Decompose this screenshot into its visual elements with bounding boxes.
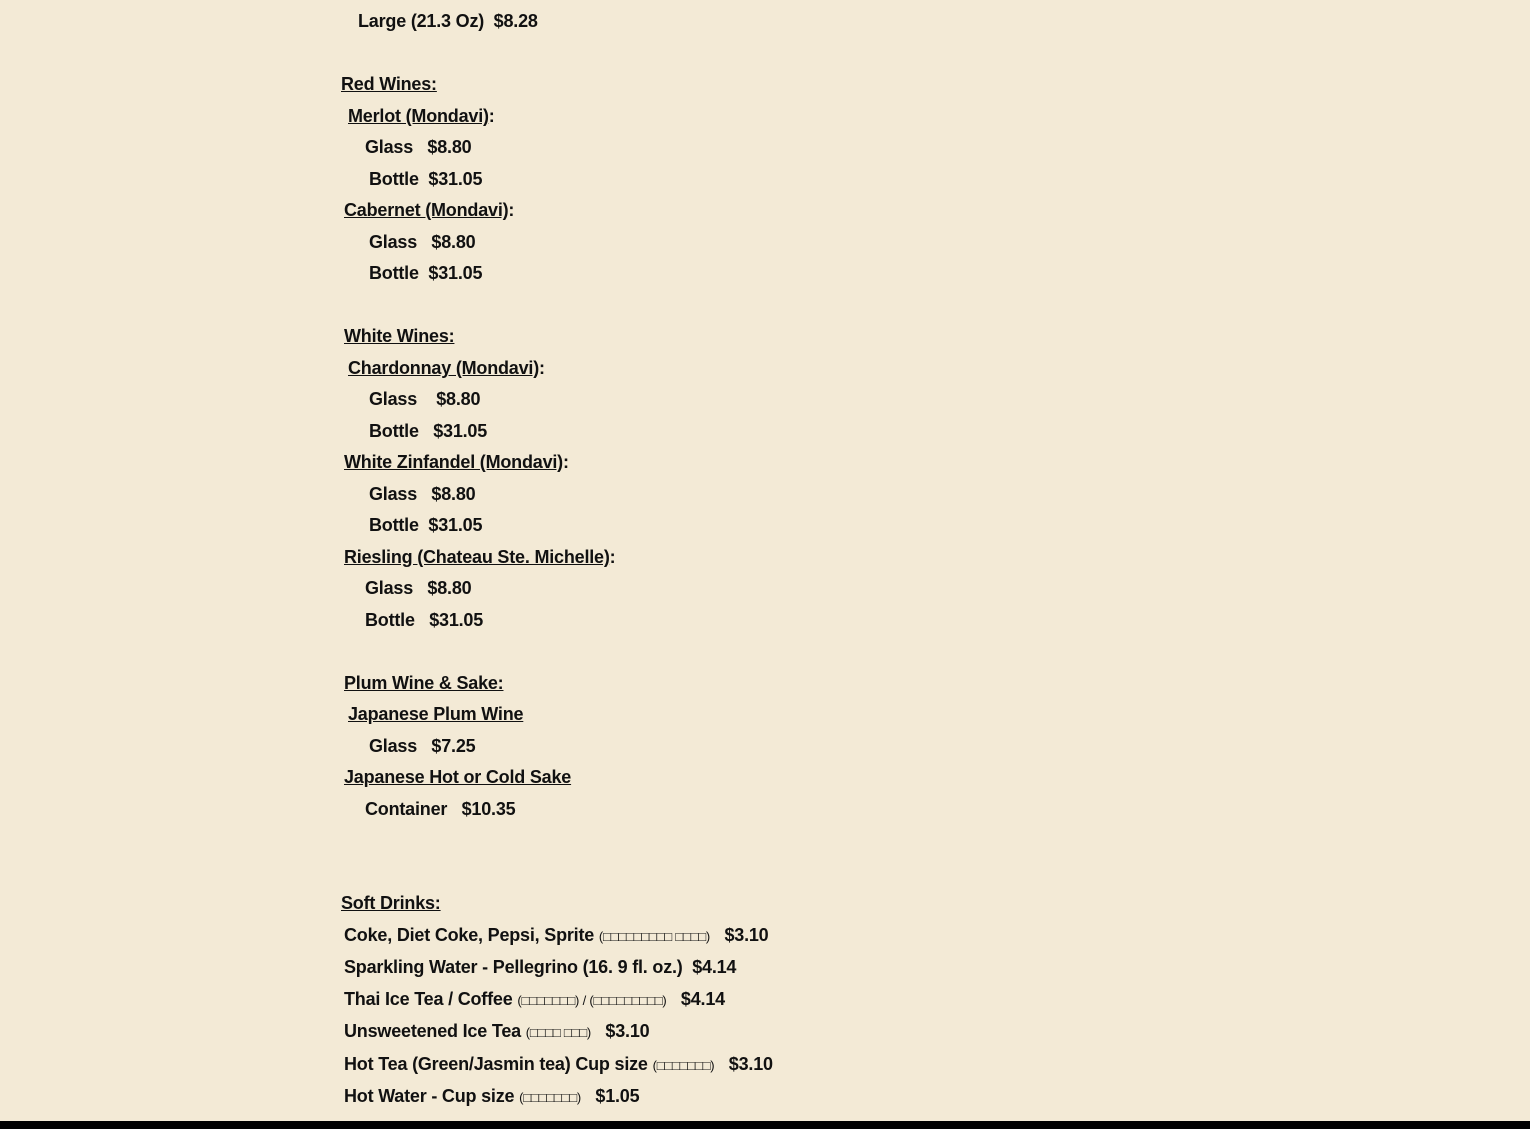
- foreign-text: (□□□□□□□): [519, 1090, 581, 1105]
- cabernet-colon: :: [508, 200, 515, 220]
- sake-title: Japanese Hot or Cold Sake: [344, 767, 572, 787]
- foreign-text: (□□□□□□□) / (□□□□□□□□□): [517, 993, 667, 1008]
- soft-drink-hot-water: [344, 1085, 639, 1109]
- zinfandel-bottle-price: Bottle $31.05: [369, 515, 483, 535]
- soft-drink-sparkling-water: [344, 956, 736, 978]
- soft-drink-price: $3.10: [591, 1021, 650, 1041]
- cabernet-glass-price: Glass $8.80: [369, 232, 476, 252]
- riesling-title: [344, 546, 615, 568]
- plum-wine-title: Japanese Plum Wine: [348, 704, 524, 724]
- riesling-bottle-price: Bottle $31.05: [365, 610, 484, 630]
- soft-drink-hot-tea: [344, 1053, 773, 1077]
- zinfandel-colon: :: [562, 452, 569, 472]
- soft-drink-label: Sparkling Water - Pellegrino (16. 9 fl. oz.) $4.14: [344, 957, 737, 977]
- white-wines-heading: White Wines:: [344, 326, 455, 346]
- zinfandel-glass-price: Glass $8.80: [369, 484, 476, 504]
- chardonnay-title: [348, 357, 545, 379]
- soft-drink-thai-tea-coffee: [344, 988, 725, 1012]
- large-size-price: Large (21.3 Oz) $8.28: [358, 11, 538, 31]
- merlot-glass-price: Glass $8.80: [365, 137, 472, 157]
- bottom-border-bar: [0, 1121, 1530, 1129]
- zinfandel-title: [344, 451, 569, 473]
- soft-drink-unsweetened-tea: [344, 1020, 649, 1044]
- soft-drink-soda: [344, 924, 769, 948]
- merlot-colon: :: [488, 106, 495, 126]
- cabernet-title: [344, 199, 514, 221]
- foreign-text: (□□□□□□□): [652, 1058, 715, 1073]
- foreign-text: (□□□□□□□□□ □□□□): [598, 929, 711, 944]
- riesling-glass-price: Glass $8.80: [365, 578, 472, 598]
- chardonnay-glass-price: Glass $8.80: [369, 389, 481, 409]
- sake-container-price: Container $10.35: [365, 799, 516, 819]
- zinfandel-name: White Zinfandel (Mondavi): [344, 452, 563, 472]
- chardonnay-name: Chardonnay (Mondavi): [348, 358, 540, 378]
- merlot-bottle-price: Bottle $31.05: [369, 169, 483, 189]
- plum-sake-heading: Plum Wine & Sake:: [344, 673, 504, 693]
- chardonnay-colon: :: [539, 358, 545, 378]
- merlot-title: [348, 105, 495, 127]
- soft-drink-label: Hot Tea (Green/Jasmin tea) Cup size: [344, 1054, 653, 1074]
- riesling-colon: :: [609, 547, 616, 567]
- chardonnay-bottle-price: Bottle $31.05: [369, 421, 488, 441]
- soft-drink-label: Thai Ice Tea / Coffee: [344, 989, 518, 1009]
- soft-drink-price: $1.05: [580, 1086, 640, 1106]
- soft-drink-price: $3.10: [710, 925, 769, 945]
- red-wines-heading: Red Wines:: [341, 74, 437, 94]
- cabernet-name: Cabernet (Mondavi): [344, 200, 509, 220]
- riesling-name: Riesling (Chateau Ste. Michelle): [344, 547, 610, 567]
- soft-drink-price: $4.14: [666, 989, 725, 1009]
- merlot-name: Merlot (Mondavi): [348, 106, 489, 126]
- soft-drink-label: Hot Water - Cup size: [344, 1086, 520, 1106]
- soft-drink-label: Coke, Diet Coke, Pepsi, Sprite: [344, 925, 599, 945]
- foreign-text: (□□□□ □□□): [525, 1025, 591, 1040]
- soft-drink-label: Unsweetened Ice Tea: [344, 1021, 526, 1041]
- soft-drinks-heading: Soft Drinks:: [341, 893, 441, 913]
- plum-wine-glass-price: Glass $7.25: [369, 736, 476, 756]
- soft-drink-price: $3.10: [714, 1054, 773, 1074]
- cabernet-bottle-price: Bottle $31.05: [369, 263, 483, 283]
